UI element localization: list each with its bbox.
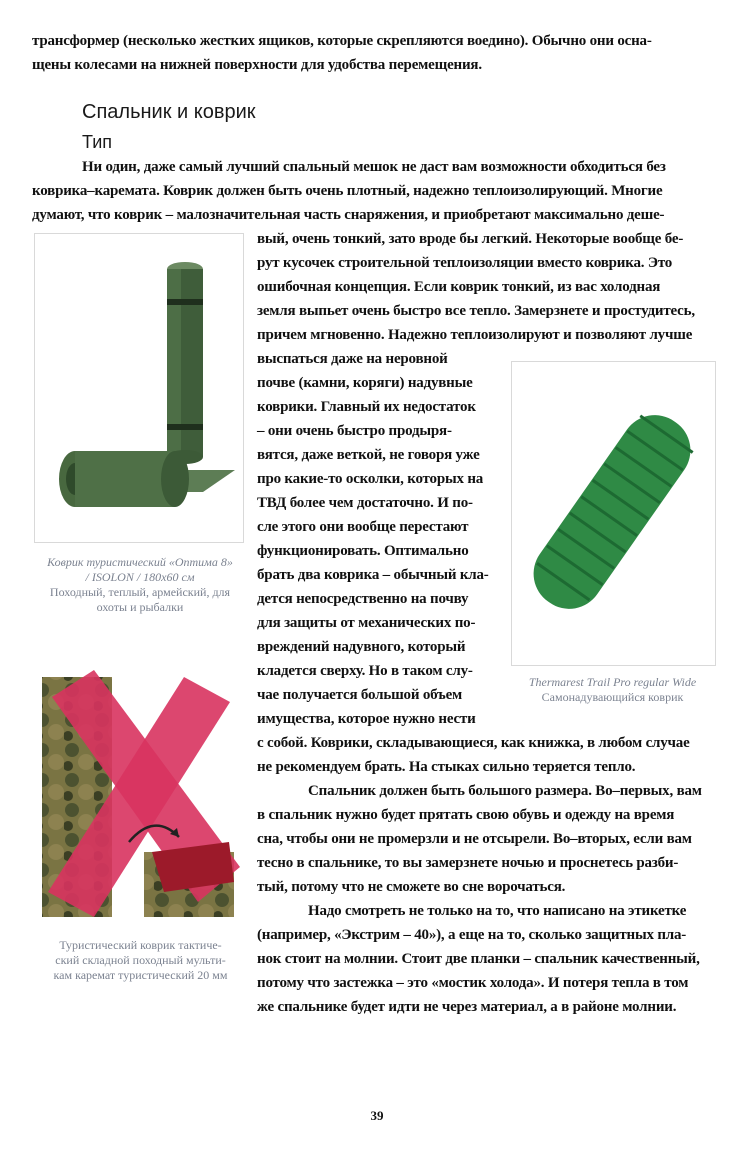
body-line: с собой. Коврики, складывающиеся, как книжка, в любом случае xyxy=(257,735,690,751)
body-line: нок стоит на молнии. Стоит две планки – спальник качественный, xyxy=(257,951,700,967)
caption-line: охоты и рыбалки xyxy=(96,600,184,614)
body-line: коврика–каремата. Коврик должен быть очень плотный, надежно теплоизолирующий. Многие xyxy=(32,183,663,199)
body-line: коврики. Главный их недостаток xyxy=(257,399,476,415)
body-line: тесно в спальнике, то вы замерзнете ночью и проснетесь разби- xyxy=(257,855,679,871)
body-line: сна, чтобы они не промерзли и не отсырели. Во–вторых, если вам xyxy=(257,831,692,847)
body-line: сле этого они вообще перестают xyxy=(257,519,469,535)
body-line: же спальнике будет идти не через материал, а в районе молнии. xyxy=(257,999,677,1015)
caption-line: Самонадувающийся коврик xyxy=(541,690,684,704)
body-line: вятся, даже веткой, не говоря уже xyxy=(257,447,480,463)
body-line: рут кусочек строительной теплоизоляции вместо коврика. Это xyxy=(257,255,673,271)
caption-line: ский складной походный мульти- xyxy=(55,953,226,967)
body-line: почве (камни, коряги) надувные xyxy=(257,375,473,391)
body-line: про какие-то осколки, которых на xyxy=(257,471,484,487)
caption-italic-line: / ISOLON / 180х60 см xyxy=(85,570,195,584)
body-line: не рекомендуем брать. На стыках сильно теряется тепло. xyxy=(257,759,636,775)
inflatable-mat-illustration xyxy=(512,362,715,665)
body-line: причем мгновенно. Надежно теплоизолируют и позволяют лучше xyxy=(257,327,693,343)
body-line: кладется сверху. Но в таком слу- xyxy=(257,663,473,679)
figure-caption-1 xyxy=(30,555,250,615)
figure-caption-3 xyxy=(28,938,253,983)
caption-line: кам каремат туристический 20 мм xyxy=(53,968,228,982)
body-line: имущества, которое нужно нести xyxy=(257,711,476,727)
body-line: потому что застежка – это «мостик холода». И потеря тепла в том xyxy=(257,975,689,991)
intro-line-1: трансформер (несколько жестких ящиков, которые скрепляются воедино). Обычно они осна- xyxy=(32,33,652,49)
figure-caption-2 xyxy=(500,675,725,705)
folding-mat-photo xyxy=(34,652,246,927)
body-line: Ни один, даже самый лучший спальный мешок не даст вам возможности обходиться без xyxy=(82,159,666,175)
body-line: Надо смотреть не только на то, что написано на этикетке xyxy=(308,903,687,919)
body-line: ошибочная концепция. Если коврик тонкий, из вас холодная xyxy=(257,279,661,295)
body-line: в спальник нужно будет прятать свою обувь и одежду на время xyxy=(257,807,675,823)
subsection-title: Тип xyxy=(82,132,113,152)
body-line: дется непосредственно на почву xyxy=(257,591,469,607)
caption-italic-line: Thermarest Trail Pro regular Wide xyxy=(528,675,697,689)
caption-italic-line: Коврик туристический «Оптима 8» xyxy=(47,555,233,569)
intro-line-2: щены колесами на нижней поверхности для удобства перемещения. xyxy=(32,57,482,73)
rolled-mat-photo xyxy=(34,233,244,543)
body-line: Спальник должен быть большого размера. Во–первых, вам xyxy=(308,783,702,799)
caption-line: Походный, теплый, армейский, для xyxy=(49,585,231,599)
body-line: вый, очень тонкий, зато вроде бы легкий. Некоторые вообще бе- xyxy=(257,231,684,247)
body-line: функционировать. Оптимально xyxy=(257,543,469,559)
body-line: – они очень быстро продыря- xyxy=(257,423,452,439)
body-line: ТВД более чем достаточно. И по- xyxy=(257,495,473,511)
body-line: думают, что коврик – малозначительная часть снаряжения, и приобретают максимально деше- xyxy=(32,207,665,223)
body-line: (например, «Экстрим – 40»), а еще на то, сколько защитных пла- xyxy=(257,927,687,943)
body-line: тый, потому что не сможете во сне ворочаться. xyxy=(257,879,566,895)
body-line: вреждений надувного, который xyxy=(257,639,466,655)
page-number: 39 xyxy=(370,1108,384,1123)
body-line: земля выпьет очень быстро все тепло. Замерзнете и простудитесь, xyxy=(257,303,695,319)
folding-mat-illustration xyxy=(34,652,246,927)
body-line: брать два коврика – обычный кла- xyxy=(257,567,489,583)
rolled-mat-illustration xyxy=(35,234,243,542)
body-line: выспаться даже на неровной xyxy=(257,351,448,367)
body-line: чае получается большой объем xyxy=(257,687,463,703)
body-line: для защиты от механических по- xyxy=(257,615,476,631)
inflatable-mat-photo xyxy=(511,361,716,666)
caption-line: Туристический коврик тактиче- xyxy=(59,938,222,952)
section-title: Спальник и коврик xyxy=(82,101,256,123)
